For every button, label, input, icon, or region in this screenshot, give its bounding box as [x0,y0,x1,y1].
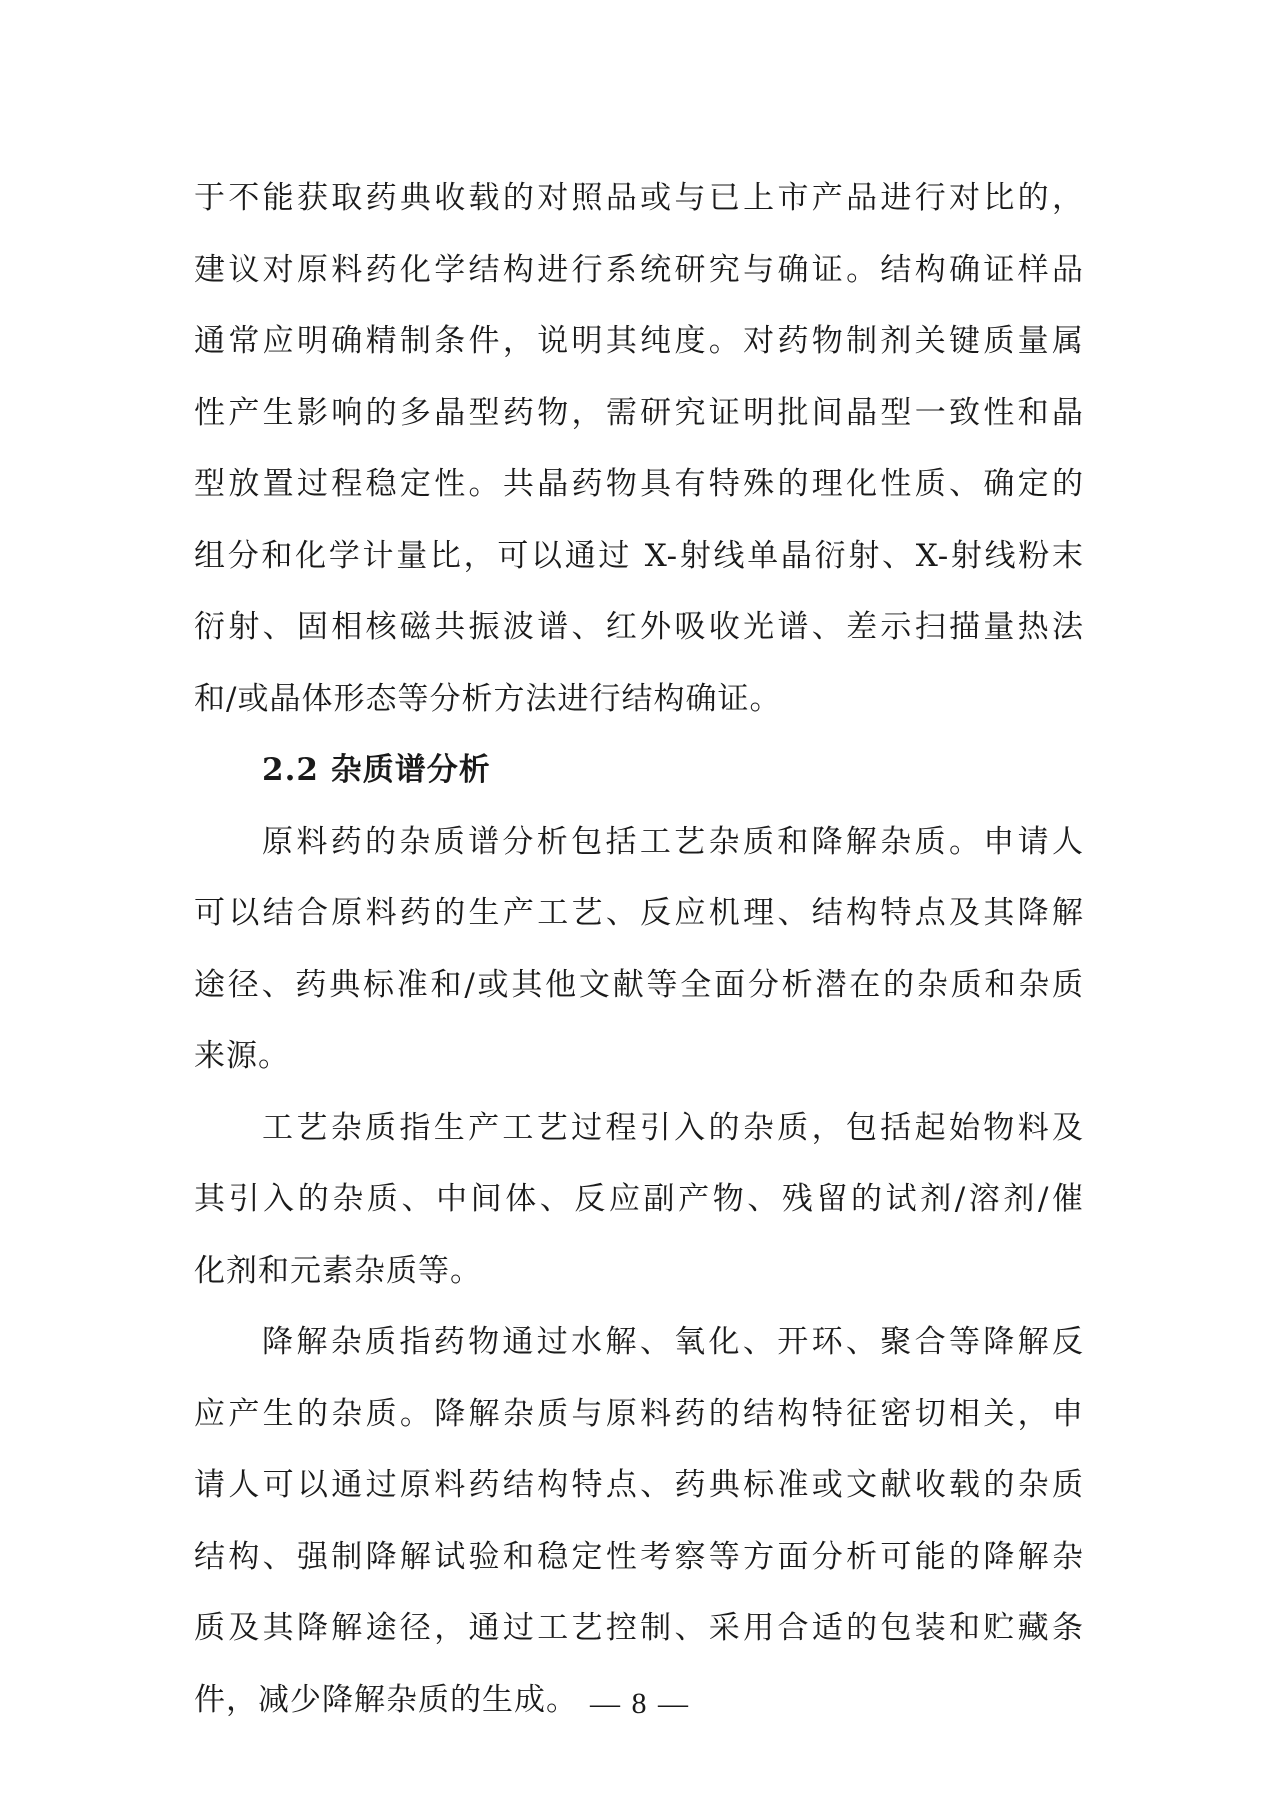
paragraph-impurity-profile [194,807,1084,1093]
paragraph-structure-confirmation [194,163,1084,735]
paragraph-process-impurities [194,1093,1084,1308]
text-line: 性产生影响的多晶型药物，需研究证明批间晶型一致性和晶 [194,394,1084,431]
text-line: 可以结合原料药的生产工艺、反应机理、结构特点及其降解 [194,895,1084,931]
text-line: 原料药的杂质谱分析包括工艺杂质和降解杂质。申请人 [262,823,1084,860]
text-line: 工艺杂质指生产工艺过程引入的杂质，包括起始物料及 [262,1109,1084,1146]
text-line: 建议对原料药化学结构进行系统研究与确证。结构确证样品 [194,251,1084,288]
text-line: 件，减少降解杂质的生成。 [194,1681,578,1718]
text-line: 于不能获取药典收载的对照品或与已上市产品进行对比的， [194,180,1084,216]
text-line: 型放置过程稳定性。共晶药物具有特殊的理化性质、确定的 [194,466,1084,502]
text-line: 组分和化学计量比，可以通过 X-射线单晶衍射、X-射线粉末 [194,537,1084,574]
text-line: 化剂和元素杂质等。 [194,1252,482,1289]
document-body [194,163,1084,1736]
text-line: 来源。 [194,1038,290,1074]
text-line: 质及其降解途径，通过工艺控制、采用合适的包装和贮藏条 [194,1610,1084,1646]
text-line: 降解杂质指药物通过水解、氧化、开环、聚合等降解反 [262,1324,1084,1360]
page-number: — 8 — [590,1687,690,1720]
text-line: 应产生的杂质。降解杂质与原料药的结构特征密切相关，申 [194,1395,1084,1432]
text-line: 衍射、固相核磁共振波谱、红外吸收光谱、差示扫描量热法 [194,609,1084,645]
text-line: 途径、药典标准和/或其他文献等全面分析潜在的杂质和杂质 [194,966,1084,1003]
section-heading: 2.2 杂质谱分析 [262,752,491,788]
text-line: 其引入的杂质、中间体、反应副产物、残留的试剂/溶剂/催 [194,1181,1084,1217]
paragraph-degradation-impurities [194,1307,1084,1736]
text-line: 和/或晶体形态等分析方法进行结构确证。 [194,680,782,717]
text-line: 结构、强制降解试验和稳定性考察等方面分析可能的降解杂 [194,1538,1084,1575]
text-line: 通常应明确精制条件，说明其纯度。对药物制剂关键质量属 [194,323,1084,359]
text-line: 请人可以通过原料药结构特点、药典标准或文献收载的杂质 [194,1467,1084,1503]
